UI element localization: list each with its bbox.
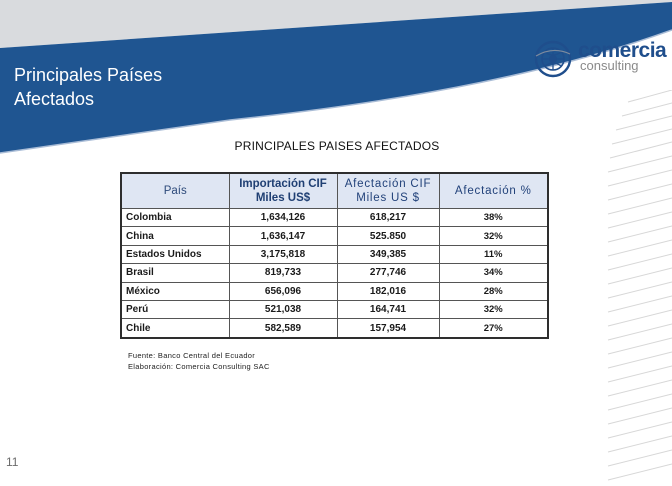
- cell-affected-pct: 28%: [439, 282, 548, 300]
- brand-name: comercia: [578, 39, 667, 62]
- cell-import-cif: 582,589: [229, 319, 337, 338]
- table-row: [121, 245, 548, 263]
- table-header-row: [121, 173, 548, 209]
- affected-countries-table: [120, 172, 549, 339]
- cell-affected-pct: 11%: [439, 245, 548, 263]
- slide-title-line2: Afectados: [14, 89, 95, 109]
- brand-tagline: consulting: [580, 58, 639, 73]
- cell-country: Perú: [121, 300, 229, 318]
- globe-icon: [534, 40, 572, 78]
- decorative-lines: [590, 90, 672, 486]
- page-number: 11: [6, 455, 19, 469]
- cell-country: México: [121, 282, 229, 300]
- cell-country: Brasil: [121, 264, 229, 282]
- cell-import-cif: 1,636,147: [229, 227, 337, 245]
- header-import-line2: Miles US$: [255, 192, 311, 204]
- header-affected-pct: Afectación %: [439, 173, 548, 209]
- header-affected-cif: [337, 173, 439, 209]
- table-row: [121, 282, 548, 300]
- slide-title: [14, 63, 274, 111]
- cell-country: China: [121, 227, 229, 245]
- header-import-line1: Importación CIF: [239, 178, 327, 190]
- cell-affected-cif: 164,741: [337, 300, 439, 318]
- table-row: [121, 300, 548, 318]
- table-row: [121, 227, 548, 245]
- cell-import-cif: 1,634,126: [229, 209, 337, 227]
- slide-title-line1: Principales Países: [14, 65, 163, 85]
- cell-affected-pct: 38%: [439, 209, 548, 227]
- header-affected-line2: Miles US $: [356, 192, 420, 204]
- table-body: [121, 209, 548, 338]
- cell-country: Estados Unidos: [121, 245, 229, 263]
- table-row: [121, 319, 548, 338]
- cell-import-cif: 819,733: [229, 264, 337, 282]
- header-import-cif: [229, 173, 337, 209]
- cell-affected-pct: 27%: [439, 319, 548, 338]
- cell-import-cif: 3,175,818: [229, 245, 337, 263]
- cell-import-cif: 521,038: [229, 300, 337, 318]
- cell-affected-pct: 32%: [439, 300, 548, 318]
- cell-country: Colombia: [121, 209, 229, 227]
- table-row: [121, 209, 548, 227]
- table-title: PRINCIPALES PAISES AFECTADOS: [234, 139, 440, 153]
- cell-affected-pct: 34%: [439, 264, 548, 282]
- cell-affected-cif: 157,954: [337, 319, 439, 338]
- cell-affected-cif: 277,746: [337, 264, 439, 282]
- prepared-by-line: Elaboración: Comercia Consulting SAC: [128, 362, 270, 371]
- cell-country: Chile: [121, 319, 229, 338]
- cell-import-cif: 656,096: [229, 282, 337, 300]
- header-affected-line1: Afectación CIF: [344, 178, 432, 190]
- header-country: País: [121, 173, 229, 209]
- source-line: Fuente: Banco Central del Ecuador: [128, 351, 256, 360]
- source-note: [128, 350, 270, 372]
- cell-affected-cif: 618,217: [337, 209, 439, 227]
- cell-affected-cif: 525.850: [337, 227, 439, 245]
- cell-affected-cif: 182,016: [337, 282, 439, 300]
- brand-logo: [534, 38, 666, 82]
- cell-affected-cif: 349,385: [337, 245, 439, 263]
- cell-affected-pct: 32%: [439, 227, 548, 245]
- table-row: [121, 264, 548, 282]
